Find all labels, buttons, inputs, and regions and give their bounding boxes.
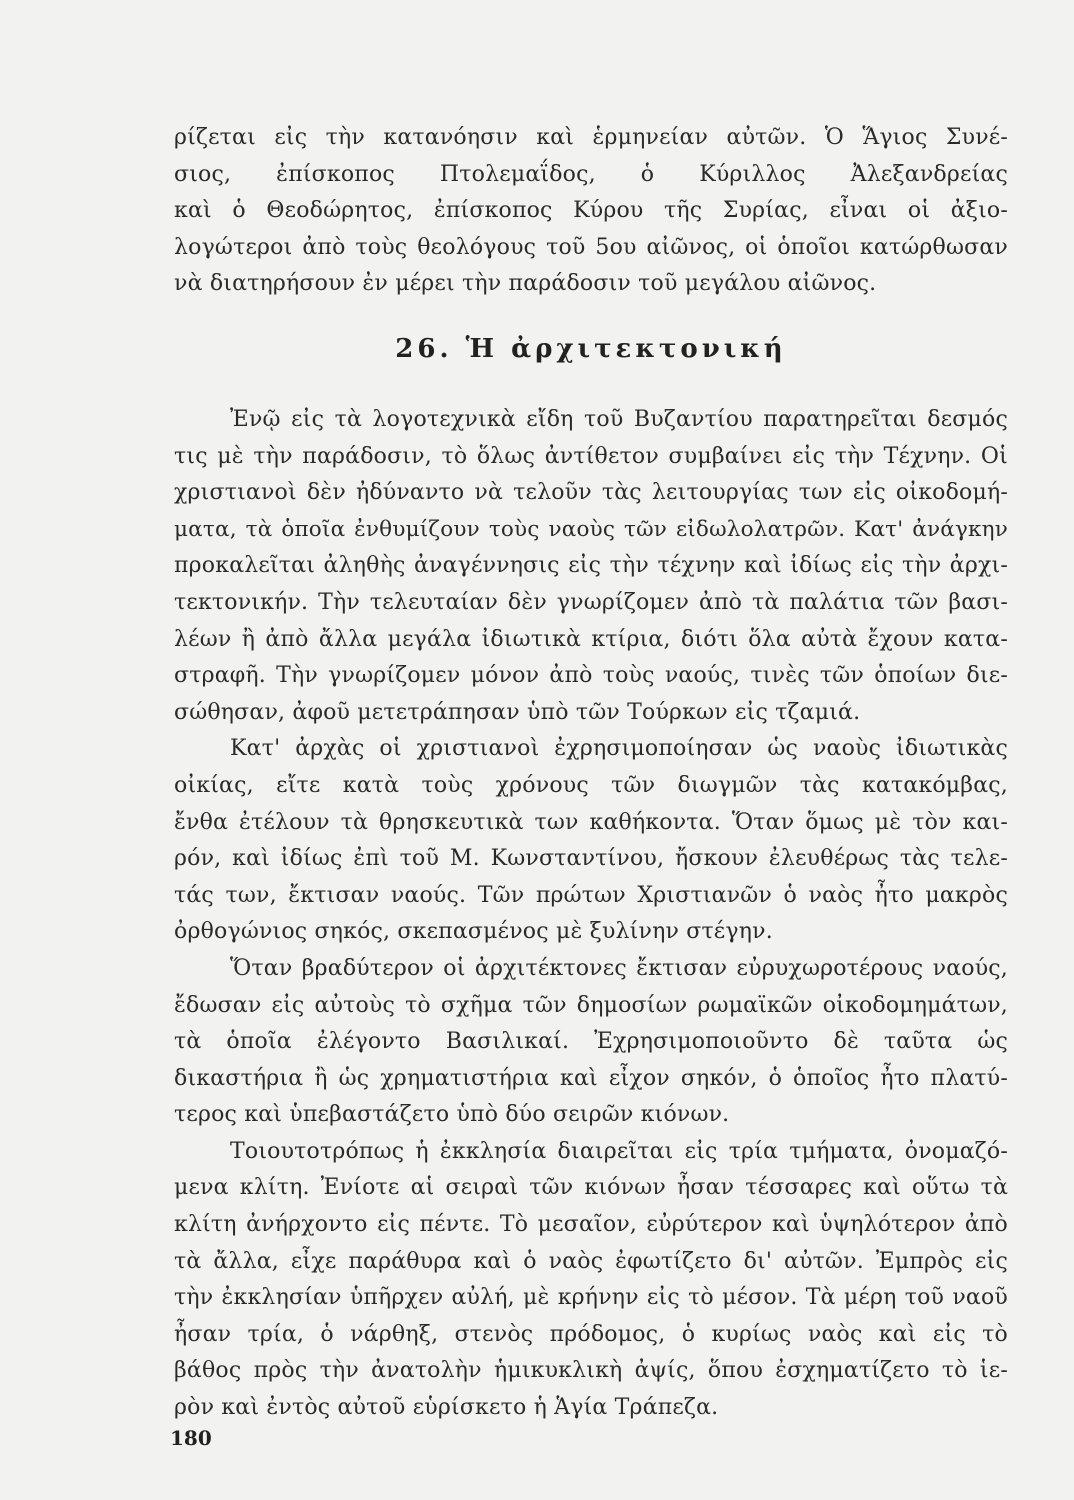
text-line: τεκτονικήν. Τὴν τελευταίαν δὲν γνωρίζομεν ἀπὸ τὰ παλάτια τῶν βασι- <box>174 589 1008 615</box>
text-line: τὰ ὁποῖα ἐλέγοντο Βασιλικαί. Ἐχρησιμοποιοῦντο δὲ ταῦτα ὡς <box>174 1029 1008 1055</box>
text-line: λογώτεροι ἀπὸ τοὺς θεολόγους τοῦ 5ου αἰῶνος, οἱ ὁποῖοι κατώρθωσαν <box>174 234 1008 260</box>
text-line: Κατ' ἀρχὰς οἱ χριστιανοὶ ἐχρησιμοποίησαν ὡς ναοὺς ἰδιωτικὰς <box>230 736 1008 762</box>
text-line: τάς των, ἔκτισαν ναούς. Τῶν πρώτων Χριστιανῶν ὁ ναὸς ἦτο μακρὸς <box>174 882 1008 908</box>
text-line: ἔδωσαν εἰς αὐτοὺς τὸ σχῆμα τῶν δημοσίων ρωμαϊκῶν οἰκοδομημάτων, <box>174 992 1008 1018</box>
text-line: μενα κλίτη. Ἐνίοτε αἱ σειραὶ τῶν κιόνων ἦσαν τέσσαρες καὶ οὕτω τὰ <box>174 1175 1008 1201</box>
text-line: Τοιουτοτρόπως ἡ ἐκκλησία διαιρεῖται εἰς τρία τμήματα, ὀνομαζό- <box>230 1138 1008 1164</box>
section-heading: 26. Ἡ ἀρχιτεκτονική <box>395 334 787 364</box>
section-body <box>174 402 1008 1427</box>
text-line: δικαστήρια ἢ ὡς χρηματιστήρια καὶ εἶχον σηκόν, ὁ ὁποῖος ἦτο πλατύ- <box>174 1065 1008 1091</box>
text-line: νὰ διατηρήσουν ἐν μέρει τὴν παράδοσιν τοῦ μεγάλου αἰῶνος. <box>174 271 877 297</box>
intro-paragraph <box>174 120 1008 303</box>
text-line: κλίτη ἀνήρχοντο εἰς πέντε. Τὸ μεσαῖον, εὐρύτερον καὶ ὑψηλότερον ἀπὸ <box>174 1212 1008 1238</box>
text-line: λέων ἢ ἀπὸ ἄλλα μεγάλα ἰδιωτικὰ κτίρια, διότι ὅλα αὐτὰ ἔχουν κατα- <box>174 626 1008 652</box>
text-line: τὴν ἐκκλησίαν ὑπῆρχεν αὐλή, μὲ κρήνην εἰς τὸ μέσον. Τὰ μέρη τοῦ ναοῦ <box>174 1285 1008 1311</box>
text-line: ματα, τὰ ὁποῖα ἐνθυμίζουν τοὺς ναοὺς τῶν εἰδωλολατρῶν. Κατ' ἀνάγκην <box>174 516 1008 542</box>
text-line: τις μὲ τὴν παράδοσιν, τὸ ὅλως ἀντίθετον συμβαίνει εἰς τὴν Τέχνην. Οἱ <box>174 443 1008 469</box>
text-line: οἰκίας, εἴτε κατὰ τοὺς χρόνους τῶν διωγμῶν τὰς κατακόμβας, <box>174 772 1008 798</box>
text-line: ρὸν καὶ ἐντὸς αὐτοῦ εὑρίσκετο ἡ Ἁγία Τράπεζα. <box>174 1395 719 1421</box>
text-line: Ὅταν βραδύτερον οἱ ἀρχιτέκτονες ἔκτισαν εὐρυχωροτέρους ναούς, <box>230 955 1008 981</box>
text-line: προκαλεῖται ἀληθὴς ἀναγέννησις εἰς τὴν τέχνην καὶ ἰδίως εἰς τὴν ἀρχι- <box>174 553 1008 579</box>
text-line: ἦσαν τρία, ὁ νάρθηξ, στενὸς πρόδομος, ὁ κυρίως ναὸς καὶ εἰς τὸ <box>174 1321 1008 1347</box>
text-line: τὰ ἄλλα, εἶχε παράθυρα καὶ ὁ ναὸς ἐφωτίζετο δι' αὐτῶν. Ἐμπρὸς εἰς <box>174 1248 1008 1274</box>
text-line: Ἐνῷ εἰς τὰ λογοτεχνικὰ εἴδη τοῦ Βυζαντίου παρατηρεῖται δεσμός <box>230 407 1008 432</box>
text-line: στραφῆ. Τὴν γνωρίζομεν μόνον ἀπὸ τοὺς ναούς, τινὲς τῶν ὁποίων διε- <box>174 663 1008 689</box>
text-line: σιος, ἐπίσκοπος Πτολεμαΐδος, ὁ Κύριλλος Ἀλεξανδρείας <box>174 161 1008 187</box>
text-line: τερος καὶ ὑπεβαστάζετο ὑπὸ δύο σειρῶν κιόνων. <box>174 1102 730 1128</box>
text-line: σώθησαν, ἀφοῦ μετετράπησαν ὑπὸ τῶν Τούρκων εἰς τζαμιά. <box>174 699 861 725</box>
text-line: ἔνθα ἐτέλουν τὰ θρησκευτικὰ των καθήκοντα. Ὅταν ὅμως μὲ τὸν και- <box>174 809 1008 835</box>
text-line: καὶ ὁ Θεοδώρητος, ἐπίσκοπος Κύρου τῆς Συρίας, εἶναι οἱ ἀξιο- <box>174 198 1008 224</box>
text-line: ὀρθογώνιος σηκός, σκεπασμένος μὲ ξυλίνην στέγην. <box>174 919 773 945</box>
page-number: 180 <box>170 1426 212 1450</box>
text-line: χριστιανοὶ δὲν ἠδύναντο νὰ τελοῦν τὰς λειτουργίας των εἰς οἰκοδομή- <box>174 480 1008 506</box>
text-line: βάθος πρὸς τὴν ἀνατολὴν ἡμικυκλικὴ ἀψίς, ὅπου ἐσχηματίζετο τὸ ἱε- <box>174 1358 1008 1384</box>
text-line: ρόν, καὶ ἰδίως ἐπὶ τοῦ Μ. Κωνσταντίνου, ἤσκουν ἐλευθέρως τὰς τελε- <box>174 846 1008 872</box>
text-line: ρίζεται εἰς τὴν κατανόησιν καὶ ἑρμηνείαν αὐτῶν. Ὁ Ἅγιος Συνέ- <box>174 125 1008 150</box>
